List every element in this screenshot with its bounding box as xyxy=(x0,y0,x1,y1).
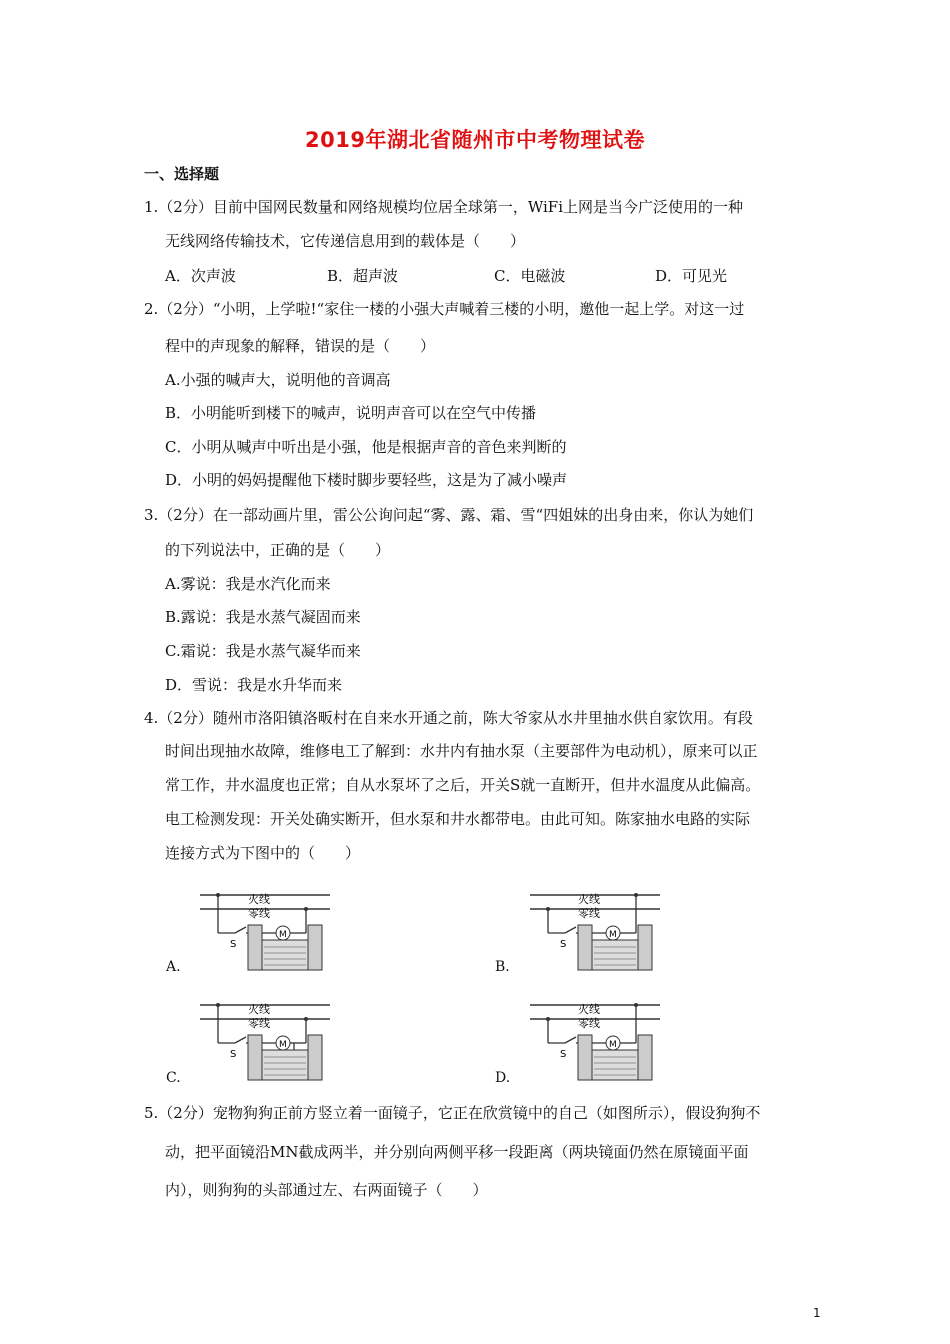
question-5-line-2: 动，把平面镜沿MN截成两半，并分别向两侧平移一段距离（两块镜面仍然在原镜面平面 xyxy=(165,1143,749,1161)
q4-option-d-label: D. xyxy=(495,1070,511,1086)
question-3-line-1: 3.（2分）在一部动画片里，雷公公询问起“雾、露、霜、雪“四姐妹的出身由来，你认为她们 xyxy=(144,506,754,524)
q3-option-a: A.雾说：我是水汽化而来 xyxy=(165,575,331,593)
q1-option-d: D．可见光 xyxy=(655,267,728,285)
motor-label: M xyxy=(609,1040,617,1050)
neutral-wire-label: 零线 xyxy=(248,1017,270,1030)
question-4-line-3: 常工作，井水温度也正常；自从水泵坏了之后，开关S就一直断开，但井水温度从此偏高。 xyxy=(165,776,761,794)
question-5-line-1: 5.（2分）宠物狗狗正前方竖立着一面镜子，它正在欣赏镜中的自己（如图所示），假设狗狗不 xyxy=(144,1104,761,1122)
question-4-line-2: 时间出现抽水故障，维修电工了解到：水井内有抽水泵（主要部件为电动机），原来可以正 xyxy=(165,742,758,760)
question-5-line-3: 内），则狗狗的头部通过左、右两面镜子（ ） xyxy=(165,1181,488,1199)
neutral-wire-label: 零线 xyxy=(578,1017,600,1030)
page-number: 1 xyxy=(813,1306,821,1320)
question-2-line-1: 2.（2分）“小明，上学啦!“家住一楼的小强大声喊着三楼的小明，邀他一起上学。对这一过 xyxy=(144,300,745,318)
question-1-line-2: 无线网络传输技术，它传递信息用到的载体是（ ） xyxy=(165,232,526,250)
section-heading: 一、选择题 xyxy=(144,165,220,183)
q2-option-c: C．小明从喊声中听出是小强，他是根据声音的音色来判断的 xyxy=(165,438,567,456)
question-4-line-5: 连接方式为下图中的（ ） xyxy=(165,844,361,862)
question-4-line-1: 4.（2分）随州市洛阳镇洛畈村在自来水开通之前，陈大爷家从水井里抽水供自家饮用。有段 xyxy=(144,709,753,727)
motor-label: M xyxy=(609,930,617,940)
q4-circuit-diagram-a xyxy=(190,885,340,973)
exam-title: 2019年湖北省随州市中考物理试卷 xyxy=(305,128,645,152)
question-2-line-2: 程中的声现象的解释，错误的是（ ） xyxy=(165,337,436,355)
live-wire-label: 火线 xyxy=(578,1003,600,1016)
live-wire-label: 火线 xyxy=(248,893,270,906)
neutral-wire-label: 零线 xyxy=(248,907,270,920)
switch-label: S xyxy=(560,939,567,950)
q1-option-b: B．超声波 xyxy=(327,267,399,285)
q4-circuit-diagram-c xyxy=(190,995,340,1083)
q3-option-c: C.霜说：我是水蒸气凝华而来 xyxy=(165,642,361,660)
question-4-line-4: 电工检测发现：开关处确实断开，但水泵和井水都带电。由此可知。陈家抽水电路的实际 xyxy=(165,810,751,828)
q2-option-b: B．小明能听到楼下的喊声，说明声音可以在空气中传播 xyxy=(165,404,537,422)
q1-option-a: A．次声波 xyxy=(165,267,236,285)
q1-option-c: C．电磁波 xyxy=(494,267,566,285)
q3-option-b: B.露说：我是水蒸气凝固而来 xyxy=(165,608,361,626)
question-1-line-1: 1.（2分）目前中国网民数量和网络规模均位居全球第一，WiFi上网是当今广泛使用的一种 xyxy=(144,198,744,216)
switch-label: S xyxy=(230,1049,237,1060)
switch-label: S xyxy=(230,939,237,950)
q4-circuit-diagram-b xyxy=(520,885,670,973)
question-3-line-2: 的下列说法中，正确的是（ ） xyxy=(165,541,391,559)
motor-label: M xyxy=(279,930,287,940)
motor-label: M xyxy=(279,1040,287,1050)
live-wire-label: 火线 xyxy=(248,1003,270,1016)
neutral-wire-label: 零线 xyxy=(578,907,600,920)
q4-circuit-diagram-d xyxy=(520,995,670,1083)
q2-option-d: D．小明的妈妈提醒他下楼时脚步要轻些，这是为了减小噪声 xyxy=(165,471,568,489)
q4-option-c-label: C. xyxy=(166,1070,181,1086)
q3-option-d: D．雪说：我是水升华而来 xyxy=(165,676,343,694)
q2-option-a: A.小强的喊声大，说明他的音调高 xyxy=(165,371,391,389)
live-wire-label: 火线 xyxy=(578,893,600,906)
q4-option-b-label: B. xyxy=(495,959,510,975)
switch-label: S xyxy=(560,1049,567,1060)
q4-option-a-label: A. xyxy=(166,959,181,975)
